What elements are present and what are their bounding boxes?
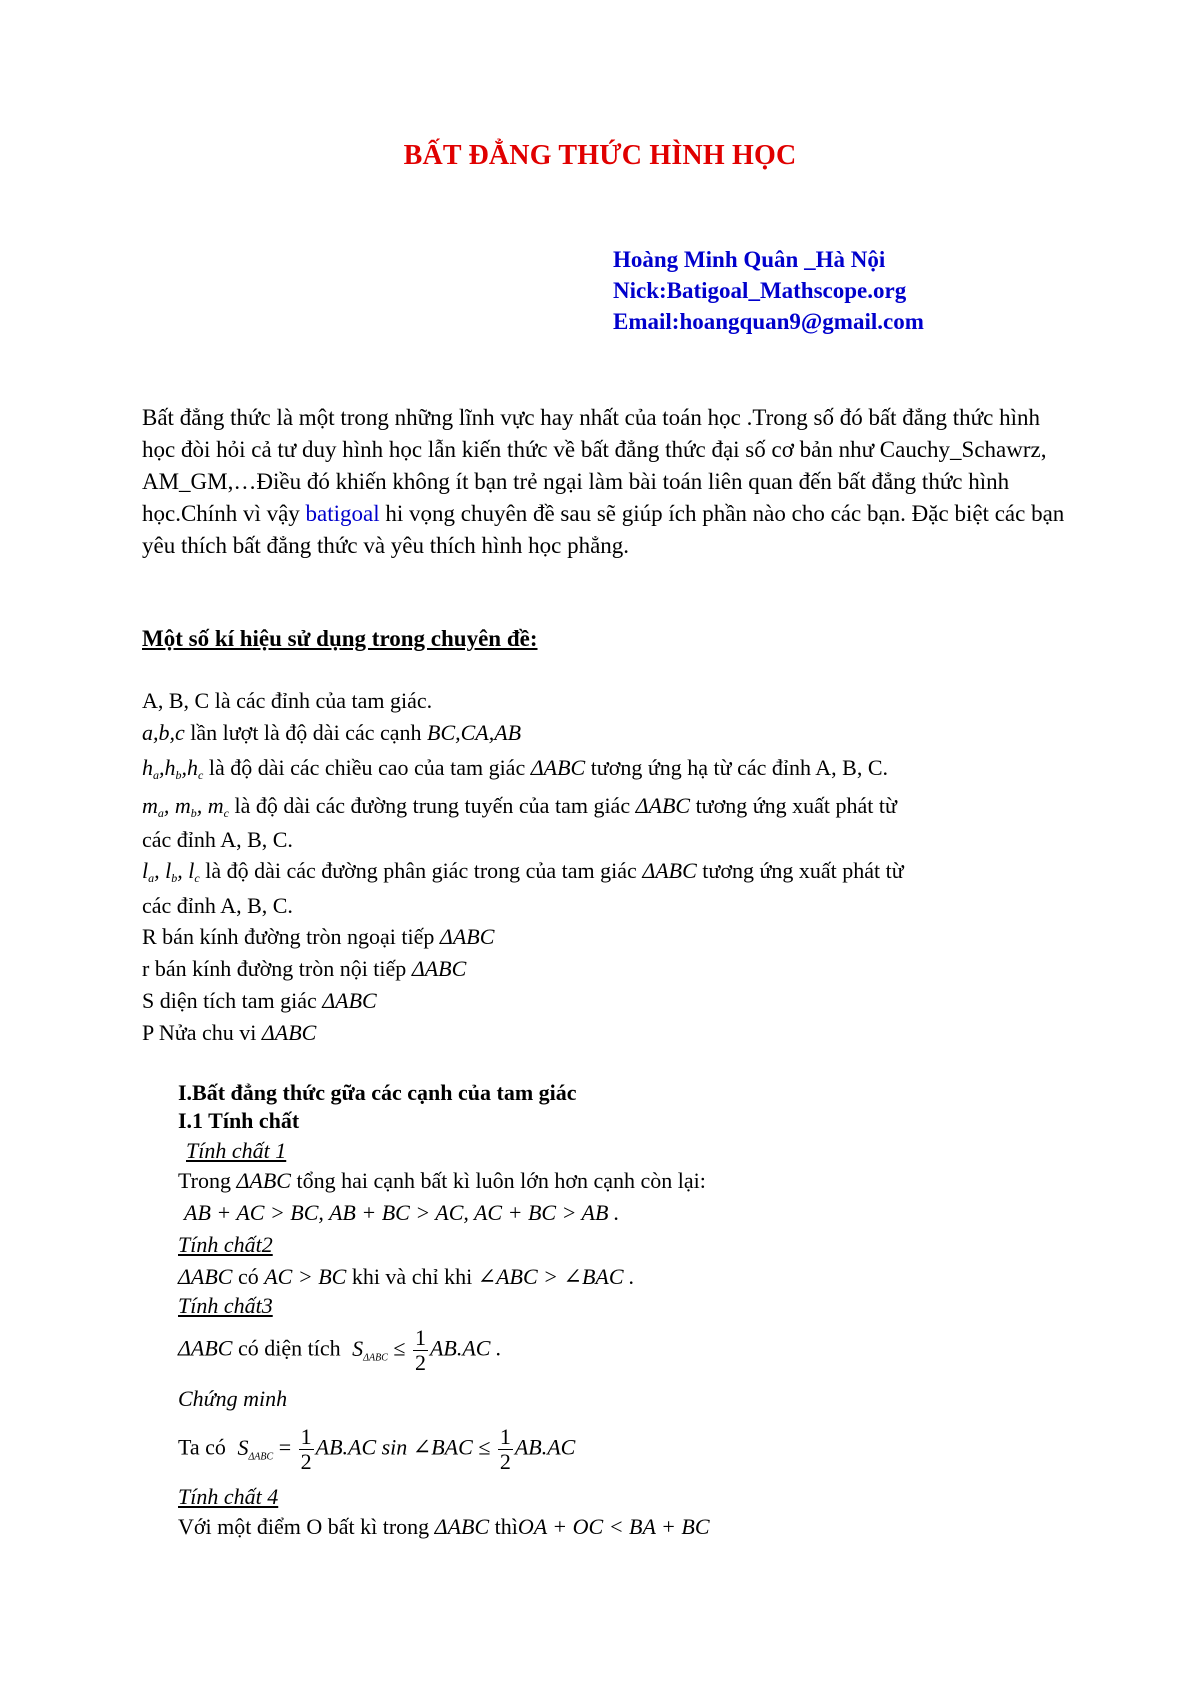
author-name: Hoàng Minh Quân _Hà Nội (613, 247, 886, 272)
fraction-one-half: $\frac{1}{2}$ (499, 1424, 511, 1474)
intro-text-2: hi vọng chuyên đề sau sẽ giúp ích phần nào cho các bạn. Đặc biệt các bạn yêu thích bất đẳng thức và yêu thích hình học phẳng. (142, 501, 1065, 558)
sides-vars: a,b,c (142, 720, 185, 745)
proof-label: Chứng minh (178, 1386, 288, 1411)
symbol-circumradius: R bán kính đường tròn ngoại tiếp ΔABC (142, 924, 495, 949)
property-1-formula: AB + AC > BC, AB + BC > AC, AC + BC > AB . (184, 1200, 620, 1225)
symbol-medians: $m_a$, $m_b$, $m_c$ là độ dài các đường trung tuyến của tam giác ΔABC tương ứng xuất phát từ (142, 793, 897, 820)
property-2-text: ΔABC có AC > BC khi và chỉ khi ∠ABC > ∠BAC . (178, 1264, 635, 1289)
triangle-symbol: ΔABC (178, 1264, 233, 1289)
heights-tail: tương ứng hạ từ các đỉnh A, B, C. (590, 755, 889, 780)
section-subtitle: I.1 Tính chất (178, 1108, 300, 1133)
triangle-symbol: ΔABC (322, 988, 377, 1013)
sides-text: lần lượt là độ dài các cạnh (190, 720, 422, 745)
triangle-symbol: ΔABC (236, 1168, 291, 1193)
author-block (613, 244, 924, 337)
medians-tail-2: các đỉnh A, B, C. (142, 827, 293, 852)
intro-text-1: Bất đẳng thức là một trong những lĩnh vực hay nhất của toán học .Trong số đó bất đẳng thức hình học đòi hỏi cả tư duy hình học lẫn kiến thức về bất đẳng thức đại số cơ bản như Cauchy_Schawrz, AM_GM,…Điều đó khiến không ít bạn trẻ ngại làm bài toán liên quan đến bất đẳng thức hình học.Chính vì vậy (142, 405, 1047, 526)
symbol-semiperimeter: P Nửa chu vi ΔABC (142, 1020, 317, 1045)
triangle-symbol: ΔABC (530, 755, 586, 780)
property-4-label: Tính chất 4 (178, 1484, 279, 1509)
proof-formula: Ta có $S_{\Delta ABC}$ = $\frac{1}{2}$ AB.AC sin ∠BAC ≤ $\frac{1}{2}$ AB.AC (178, 1424, 576, 1474)
section-title: I.Bất đẳng thức gữa các cạnh của tam giác (178, 1080, 577, 1105)
bisectors-tail-2: các đỉnh A, B, C. (142, 893, 293, 918)
triangle-symbol: ΔABC (439, 924, 495, 949)
fraction-one-half: $\frac{1}{2}$ (414, 1325, 426, 1375)
symbol-vertices: A, B, C là các đỉnh của tam giác. (142, 688, 433, 713)
triangle-symbol: ΔABC (434, 1514, 490, 1539)
fraction-one-half: $\frac{1}{2}$ (300, 1424, 312, 1474)
symbol-sides (142, 720, 521, 746)
author-nick: Nick:Batigoal_Mathscope.org (613, 278, 907, 303)
symbol-heights: $h_a,h_b,h_c$ là độ dài các chiều cao của tam giác ΔABC tương ứng hạ từ các đỉnh A, B, C. (142, 755, 889, 782)
triangle-symbol: ΔABC (178, 1335, 233, 1361)
triangle-symbol: ΔABC (635, 793, 691, 818)
symbol-area: S diện tích tam giác ΔABC (142, 988, 377, 1013)
medians-text: là độ dài các đường trung tuyến của tam giác (234, 793, 631, 818)
author-email: Email:hoangquan9@gmail.com (613, 309, 924, 334)
bisectors-text: là độ dài các đường phân giác trong của tam giác (205, 858, 637, 883)
sides-math: BC,CA,AB (427, 720, 522, 745)
property-3-text: ΔABC có diện tích $S_{\Delta ABC}$ ≤ $\frac{1}{2}$ AB.AC . (178, 1325, 502, 1375)
bisectors-tail: tương ứng xuất phát từ (702, 858, 904, 883)
property-4-text: Với một điểm O bất kì trong ΔABC thìOA + OC < BA + BC (178, 1514, 710, 1539)
symbol-bisectors: $l_a$, $l_b$, $l_c$ là độ dài các đường phân giác trong của tam giác ΔABC tương ứng xuất phát từ (142, 858, 904, 885)
intro-highlight: batigoal (305, 501, 380, 526)
medians-tail: tương ứng xuất phát từ (695, 793, 897, 818)
property-2-label: Tính chất2 (178, 1232, 273, 1257)
symbol-inradius: r bán kính đường tròn nội tiếp ΔABC (142, 956, 467, 981)
property-3-label: Tính chất3 (178, 1293, 273, 1318)
triangle-symbol: ΔABC (261, 1020, 317, 1045)
symbols-heading: Một số kí hiệu sử dụng trong chuyên đề: (142, 626, 538, 651)
document-title: BẤT ĐẲNG THỨC HÌNH HỌC (403, 140, 797, 171)
intro-paragraph (142, 402, 1072, 562)
triangle-symbol: ΔABC (642, 858, 697, 883)
triangle-symbol: ΔABC (411, 956, 467, 981)
property-1-text: Trong ΔABC tổng hai cạnh bất kì luôn lớn hơn cạnh còn lại: (178, 1168, 706, 1193)
heights-text: là độ dài các chiều cao của tam giác (208, 755, 526, 780)
property-1-label: Tính chất 1 (186, 1138, 287, 1163)
